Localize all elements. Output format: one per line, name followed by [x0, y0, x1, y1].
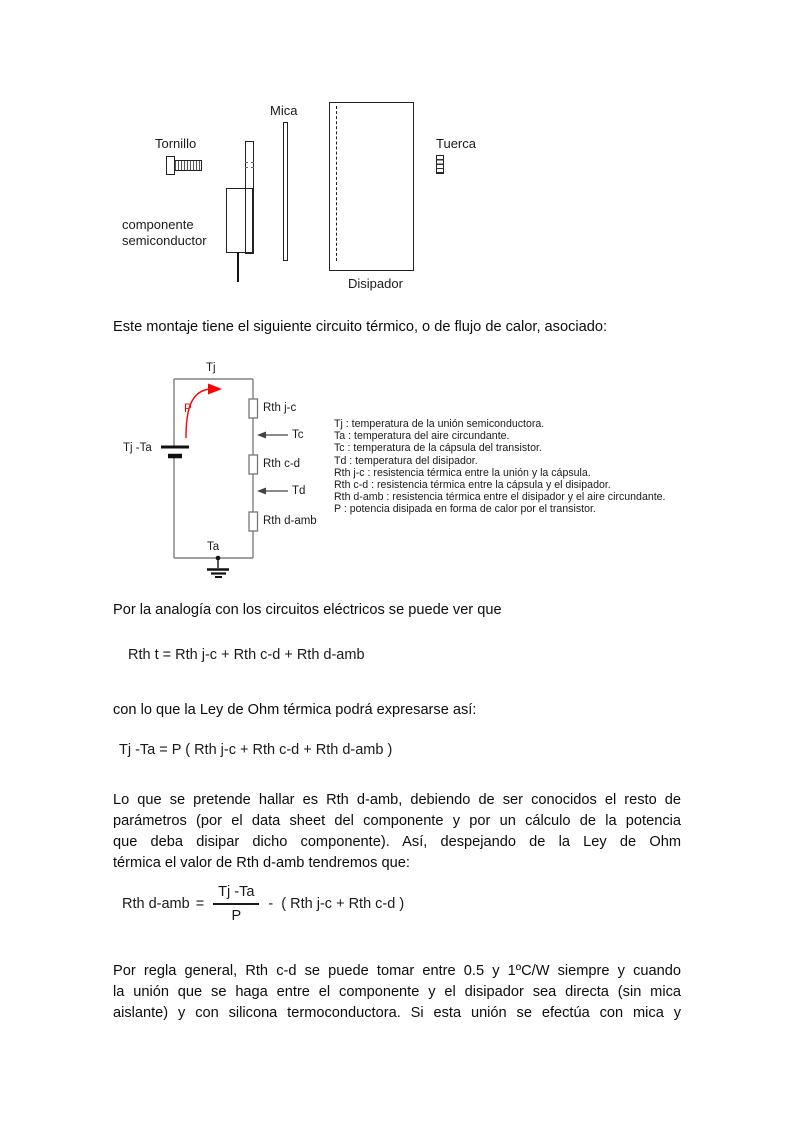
paragraph-analogia: Por la analogía con los circuitos eléctricos se puede ver que: [113, 602, 502, 618]
label-componente-line2: semiconductor: [122, 233, 207, 248]
label-componente-line1: componente: [122, 217, 194, 232]
paragraph-hallar-line: parámetros (por el data sheet del componente y por un cálculo de la potencia: [113, 813, 681, 829]
transistor-hole-mark: [245, 162, 254, 163]
paragraph-regla: [113, 961, 681, 1024]
legend-line-p: P : potencia disipada en forma de calor por el transistor.: [334, 503, 596, 516]
heatsink-shape: [329, 102, 414, 271]
legend-line-rth-damb: Rth d-amb : resistencia térmica entre el disipador y el aire circundante.: [334, 491, 666, 504]
transistor-lead-shape: [237, 252, 239, 282]
circuit-label-ta: Ta: [207, 541, 220, 553]
fraction-denominator: P: [231, 907, 242, 924]
circuit-label-rth-cd: Rth c-d: [263, 458, 301, 470]
circuit-label-rth-jc: Rth j-c: [263, 402, 297, 414]
paragraph-ley-ohm: con lo que la Ley de Ohm térmica podrá expresarse así:: [113, 702, 477, 718]
formula-rth-damb: [122, 884, 404, 924]
legend-line-rth-jc: Rth j-c : resistencia térmica entre la unión y la cápsula.: [334, 466, 591, 479]
fraction-numerator: Tj -Ta: [218, 884, 255, 900]
intro-paragraph: Este montaje tiene el siguiente circuito térmico, o de flujo de calor, asociado:: [113, 319, 608, 335]
circuit-label-rth-damb: Rth d-amb: [263, 515, 317, 527]
legend-line-tc: Tc : temperatura de la cápsula del transistor.: [334, 442, 542, 455]
fraction-equals: =: [195, 895, 205, 912]
circuit-label-tj: Tj: [206, 362, 216, 374]
thermal-circuit-diagram: [0, 350, 793, 595]
circuit-legend: [334, 418, 666, 516]
legend-line-tj: Tj : temperatura de la unión semiconductora.: [334, 418, 545, 430]
screw-thread-icon: [174, 160, 202, 171]
paragraph-hallar-line: Lo que se pretende hallar es Rth d-amb, debiendo de ser conocidos el resto de: [113, 792, 681, 808]
fraction-stack: [213, 884, 259, 924]
nut-icon: [436, 155, 444, 174]
paragraph-regla-line: Por regla general, Rth c-d se puede tomar entre 0.5 y 1ºC/W siempre y cuando: [113, 963, 681, 979]
circuit-wires: [100, 350, 340, 595]
mica-sheet-shape: [283, 122, 288, 261]
paragraph-regla-line: aislante) y con silicona termoconductora. Si esta unión se efectúa con mica y: [113, 1005, 681, 1021]
label-disipador: Disipador: [348, 276, 403, 291]
paragraph-hallar: [113, 790, 681, 874]
fraction-rhs: - ( Rth j-c + Rth c-d ): [268, 895, 405, 912]
transistor-hole-mark: [245, 167, 254, 168]
heatsink-dashed-line: [336, 106, 337, 261]
paragraph-hallar-line: térmica el valor de Rth d-amb tendremos que:: [113, 855, 410, 871]
circuit-label-p: P: [184, 403, 192, 415]
legend-line-rth-cd: Rth c-d : resistencia térmica entre la cápsula y el disipador.: [334, 479, 611, 492]
formula-rth-total: Rth t = Rth j-c + Rth c-d + Rth d-amb: [128, 647, 365, 663]
circuit-label-tc: Tc: [292, 429, 304, 441]
formula-ley-ohm: Tj -Ta = P ( Rth j-c + Rth c-d + Rth d-amb ): [119, 742, 393, 758]
paragraph-hallar-line: que deba disipar dicho componente). Así, despejando de la Ley de Ohm: [113, 834, 681, 850]
transistor-body-shape: [226, 188, 253, 253]
label-mica: Mica: [270, 103, 298, 118]
fraction-lhs: Rth d-amb: [122, 895, 190, 912]
circuit-label-tj-ta: Tj -Ta: [123, 442, 152, 454]
paragraph-regla-line: la unión que se haga entre el componente y el disipador sea directa (sin mica: [113, 984, 681, 1000]
legend-line-ta: Ta : temperatura del aire circundante.: [334, 430, 510, 443]
label-tornillo: Tornillo: [155, 136, 197, 151]
circuit-label-td: Td: [292, 485, 306, 497]
label-tuerca: Tuerca: [436, 136, 476, 151]
legend-line-td: Td : temperatura del disipador.: [334, 454, 478, 467]
assembly-diagram: [0, 0, 793, 300]
